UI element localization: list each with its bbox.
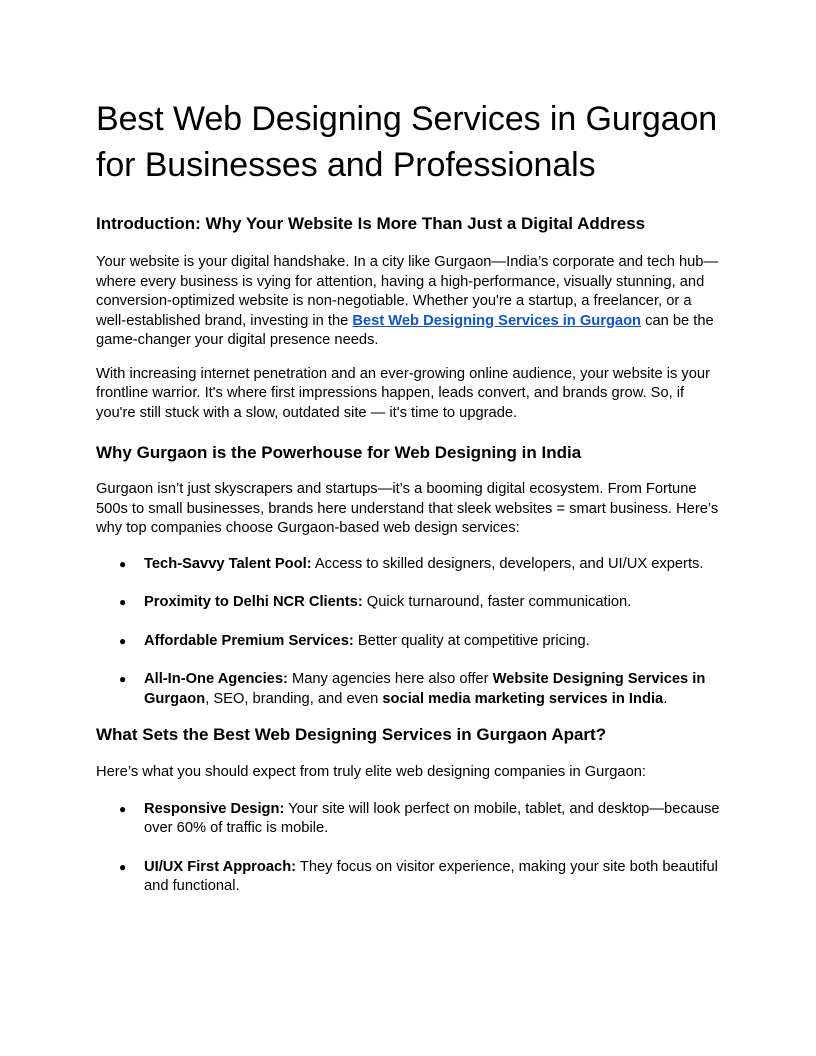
intro-paragraph-1-tail: can be the game-changer your digital presence needs.	[96, 312, 714, 348]
list-item-term: Responsive Design:	[144, 800, 285, 817]
what-sets-apart-paragraph: Here’s what you should expect from truly elite web designing companies in Gurgaon:	[96, 764, 646, 780]
list-item-text: Quick turnaround, faster communication.	[362, 594, 632, 610]
best-web-designing-link[interactable]: Best Web Designing Services in Gurgaon	[352, 312, 642, 329]
intro-paragraph-2: With increasing internet penetration and an ever-growing online audience, your website is your frontline warrior. It's where first impressions happen, leads convert, and brands grow. So, if you're still stuck with a slow, outdated site — it's time to upgrade.	[96, 365, 710, 421]
list-item-text: They focus on visitor experience, making your site both beautiful and functional.	[144, 858, 718, 894]
list-item	[96, 670, 722, 709]
page-title: Best Web Designing Services in Gurgaon for Businesses and Professionals	[96, 100, 718, 184]
intro-heading: Introduction: Why Your Website Is More Than Just a Digital Address	[96, 214, 646, 233]
why-gurgaon-paragraph: Gurgaon isn’t just skyscrapers and startups—it’s a booming digital ecosystem. From Fortune 500s to small businesses, brands here understand that sleek websites = smart business. Here’s why top companies choose Gurgaon-based web design services:	[96, 481, 719, 536]
list-item-text: Your site will look perfect on mobile, tablet, and desktop—because over 60% of traffic is mobile.	[144, 800, 720, 836]
bullet-icon: ●	[119, 556, 127, 571]
list-item	[96, 800, 722, 839]
why-gurgaon-list	[96, 555, 722, 710]
list-item-text: Better quality at competitive pricing.	[353, 632, 590, 649]
document-page	[96, 96, 722, 897]
bullet-icon: ●	[119, 595, 127, 609]
intro-paragraph-1	[96, 253, 722, 351]
list-item-text: Many agencies here also offer	[287, 671, 493, 687]
list-item-bold-phrase: social media marketing services in India	[382, 690, 664, 707]
list-item-term: Proximity to Delhi NCR Clients:	[144, 594, 363, 610]
bullet-icon: ●	[119, 633, 127, 648]
list-item-text: , SEO, branding, and even	[205, 690, 383, 707]
list-item-text: Access to skilled designers, developers, and UI/UX experts.	[311, 555, 704, 572]
intro-paragraph-1-text: Your website is your digital handshake. In a city like Gurgaon—India’s corporate and tech hub—where every business is vying for attention, having a high-performance, visually stunning, and conversion-optimized website is non-negotiable. Whether you're a startup, a freelancer, or a well-established brand, investing in the	[96, 254, 719, 329]
list-item-term: Tech-Savvy Talent Pool:	[144, 555, 312, 572]
bullet-icon: ●	[119, 801, 127, 816]
bullet-icon: ●	[119, 672, 127, 686]
what-sets-apart-list	[96, 800, 722, 897]
list-item	[96, 632, 722, 652]
list-item	[96, 555, 722, 575]
list-item-term: All-In-One Agencies:	[144, 671, 288, 687]
list-item-text: .	[663, 690, 668, 707]
list-item-term: Affordable Premium Services:	[144, 632, 354, 649]
list-item-term: UI/UX First Approach:	[144, 858, 297, 875]
bullet-icon: ●	[119, 859, 127, 874]
list-item	[96, 593, 722, 613]
list-item	[96, 858, 722, 897]
what-sets-apart-heading: What Sets the Best Web Designing Services in Gurgaon Apart?	[96, 725, 607, 744]
why-gurgaon-heading: Why Gurgaon is the Powerhouse for Web Designing in India	[96, 443, 582, 462]
list-item-bold-phrase: Website Designing Services in Gurgaon	[144, 671, 706, 707]
